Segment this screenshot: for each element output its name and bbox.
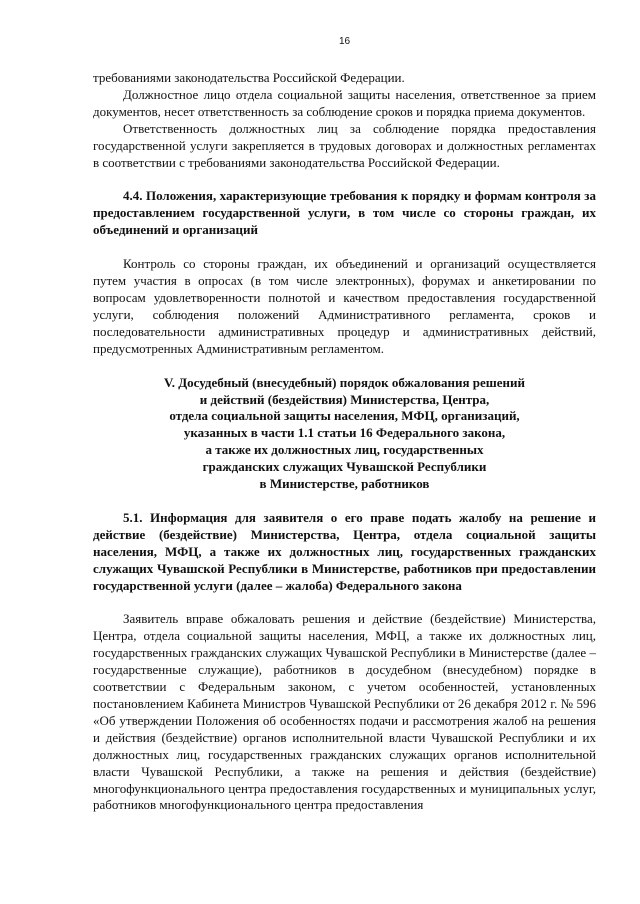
section-v-title-line: в Министерстве, работников	[259, 476, 430, 492]
paragraph-citizen-control: Контроль со стороны граждан, их объединений и организаций осуществляется путем участия в опросах (в том числе электронных), форумах и анкетировании по вопросам удовлетворенности полнотой и качеством предоставления государственной услуги, соблюдения положений Административного регламента, сроков и последовательности административных процедур и административных действий, предусмотренных Административным регламентом.	[93, 256, 596, 356]
section-v-title-line: и действий (бездействия) Министерства, Центра,	[199, 391, 490, 407]
section-v-title-line: указанных в части 1.1 статьи 16 Федерального закона,	[183, 425, 506, 441]
section-v-title-line: отдела социальной защиты населения, МФЦ, организаций,	[169, 408, 520, 424]
heading-5-1: 5.1. Информация для заявителя о его праве подать жалобу на решение и действие (бездействие) Министерства, Центра, отдела социальной защиты населения, МФЦ, а также их должностных лиц, государственных гражданских служащих Чувашской Республики в Министерстве, работников при предоставлении государственной услуги (далее – жалоба) Федерального закона	[93, 509, 596, 593]
document-body	[93, 70, 596, 814]
paragraph-appeal-right: Заявитель вправе обжаловать решения и действие (бездействие) Министерства, Центра, отдела социальной защиты населения, МФЦ, а также их должностных лиц, государственных гражданских служащих Чувашской Республики в Министерстве (далее – государственные служащие), работников в досудебном (внесудебном) порядке в соответствии с Федеральным законом, с учетом особенностей, установленных постановлением Кабинета Министров Чувашской Республики от 26 декабря 2012 г. № 596 «Об утверждении Положения об особенностях подачи и рассмотрения жалоб на решения и действия (бездействие) органов исполнительной власти Чувашской Республики и их должностных лиц, государственных гражданских служащих органов исполнительной власти Чувашской Республики, а также на решения и действия (бездействие) многофункционального центра предоставления государственных и муниципальных услуг, работников многофункционального центра предоставления	[93, 611, 596, 813]
section-v-title-line: а также их должностных лиц, государственных	[205, 442, 484, 458]
paragraph-continuation: требованиями законодательства Российской Федерации.	[93, 70, 405, 85]
paragraph-responsibility: Ответственность должностных лиц за соблюдение порядка предоставления государственной услуги закрепляется в трудовых договорах и должностных регламентах в соответствии с требованиями законодательства Российской Федерации.	[93, 120, 596, 170]
section-v-title-line: гражданских служащих Чувашской Республики	[202, 459, 487, 475]
section-v-title	[93, 375, 596, 493]
paragraph-responsible-official: Должностное лицо отдела социальной защиты населения, ответственное за прием документов, несет ответственность за соблюдение сроков и порядка приема документов.	[93, 86, 596, 119]
heading-4-4: 4.4. Положения, характеризующие требования к порядку и формам контроля за предоставлением государственной услуги, в том числе со стороны граждан, их объединений и организаций	[93, 188, 596, 238]
section-v-title-line: V. Досудебный (внесудебный) порядок обжалования решений	[163, 374, 526, 390]
page-number: 16	[338, 36, 351, 47]
